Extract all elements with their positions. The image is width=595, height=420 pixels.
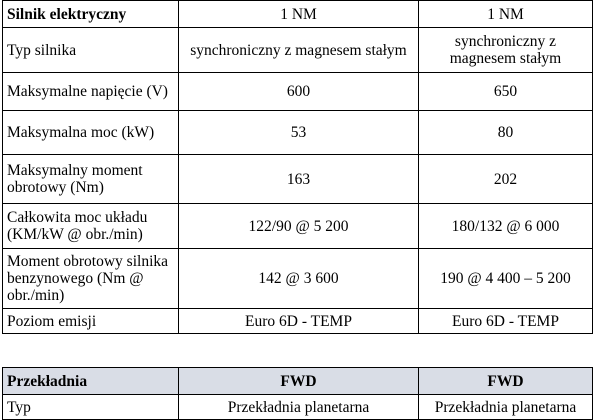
table-row [3,395,593,420]
table-header-row [3,368,593,395]
header-col1-cell: FWD [179,368,419,395]
table-row [3,249,593,309]
row-label-cell: Maksymalny moment obrotowy (Nm) [3,155,179,204]
row-label-cell: Poziom emisji [3,309,179,334]
row-col1-cell: 122/90 @ 5 200 [179,204,419,249]
table-row [3,155,593,204]
header-col1-cell: 1 NM [179,1,419,28]
row-col2-cell: synchroniczny z magnesem stałym [419,28,593,73]
row-col2-cell: Euro 6D - TEMP [419,309,593,334]
row-col2-cell: 190 @ 4 400 – 5 200 [419,249,593,309]
row-col1-cell: Euro 6D - TEMP [179,309,419,334]
row-col2-cell: 650 [419,73,593,111]
row-col2-cell: Przekładnia planetarna [419,395,593,420]
header-label-cell: Przekładnia [3,368,179,395]
electric-motor-specs-table [2,0,593,334]
row-col2-cell: 80 [419,111,593,155]
row-label-cell: Maksymalna moc (kW) [3,111,179,155]
row-label-cell: Maksymalne napięcie (V) [3,73,179,111]
row-col1-cell: 142 @ 3 600 [179,249,419,309]
row-col2-cell: 180/132 @ 6 000 [419,204,593,249]
header-col2-cell: 1 NM [419,1,593,28]
row-col1-cell: 53 [179,111,419,155]
row-col1-cell: 600 [179,73,419,111]
row-col1-cell: Przekładnia planetarna [179,395,419,420]
table-row [3,309,593,334]
row-col1-cell: 163 [179,155,419,204]
table-row [3,111,593,155]
row-label-cell: Całkowita moc układu (KM/kW @ obr./min) [3,204,179,249]
row-label-cell: Typ [3,395,179,420]
row-label-cell: Moment obrotowy silnika benzynowego (Nm @ obr./min) [3,249,179,309]
table-row [3,204,593,249]
transmission-table [2,367,593,420]
table-row [3,73,593,111]
table-header-row [3,1,593,28]
table-row [3,28,593,73]
header-col2-cell: FWD [419,368,593,395]
row-col2-cell: 202 [419,155,593,204]
row-label-cell: Typ silnika [3,28,179,73]
row-col1-cell: synchroniczny z magnesem stałym [179,28,419,73]
header-label-cell: Silnik elektryczny [3,1,179,28]
